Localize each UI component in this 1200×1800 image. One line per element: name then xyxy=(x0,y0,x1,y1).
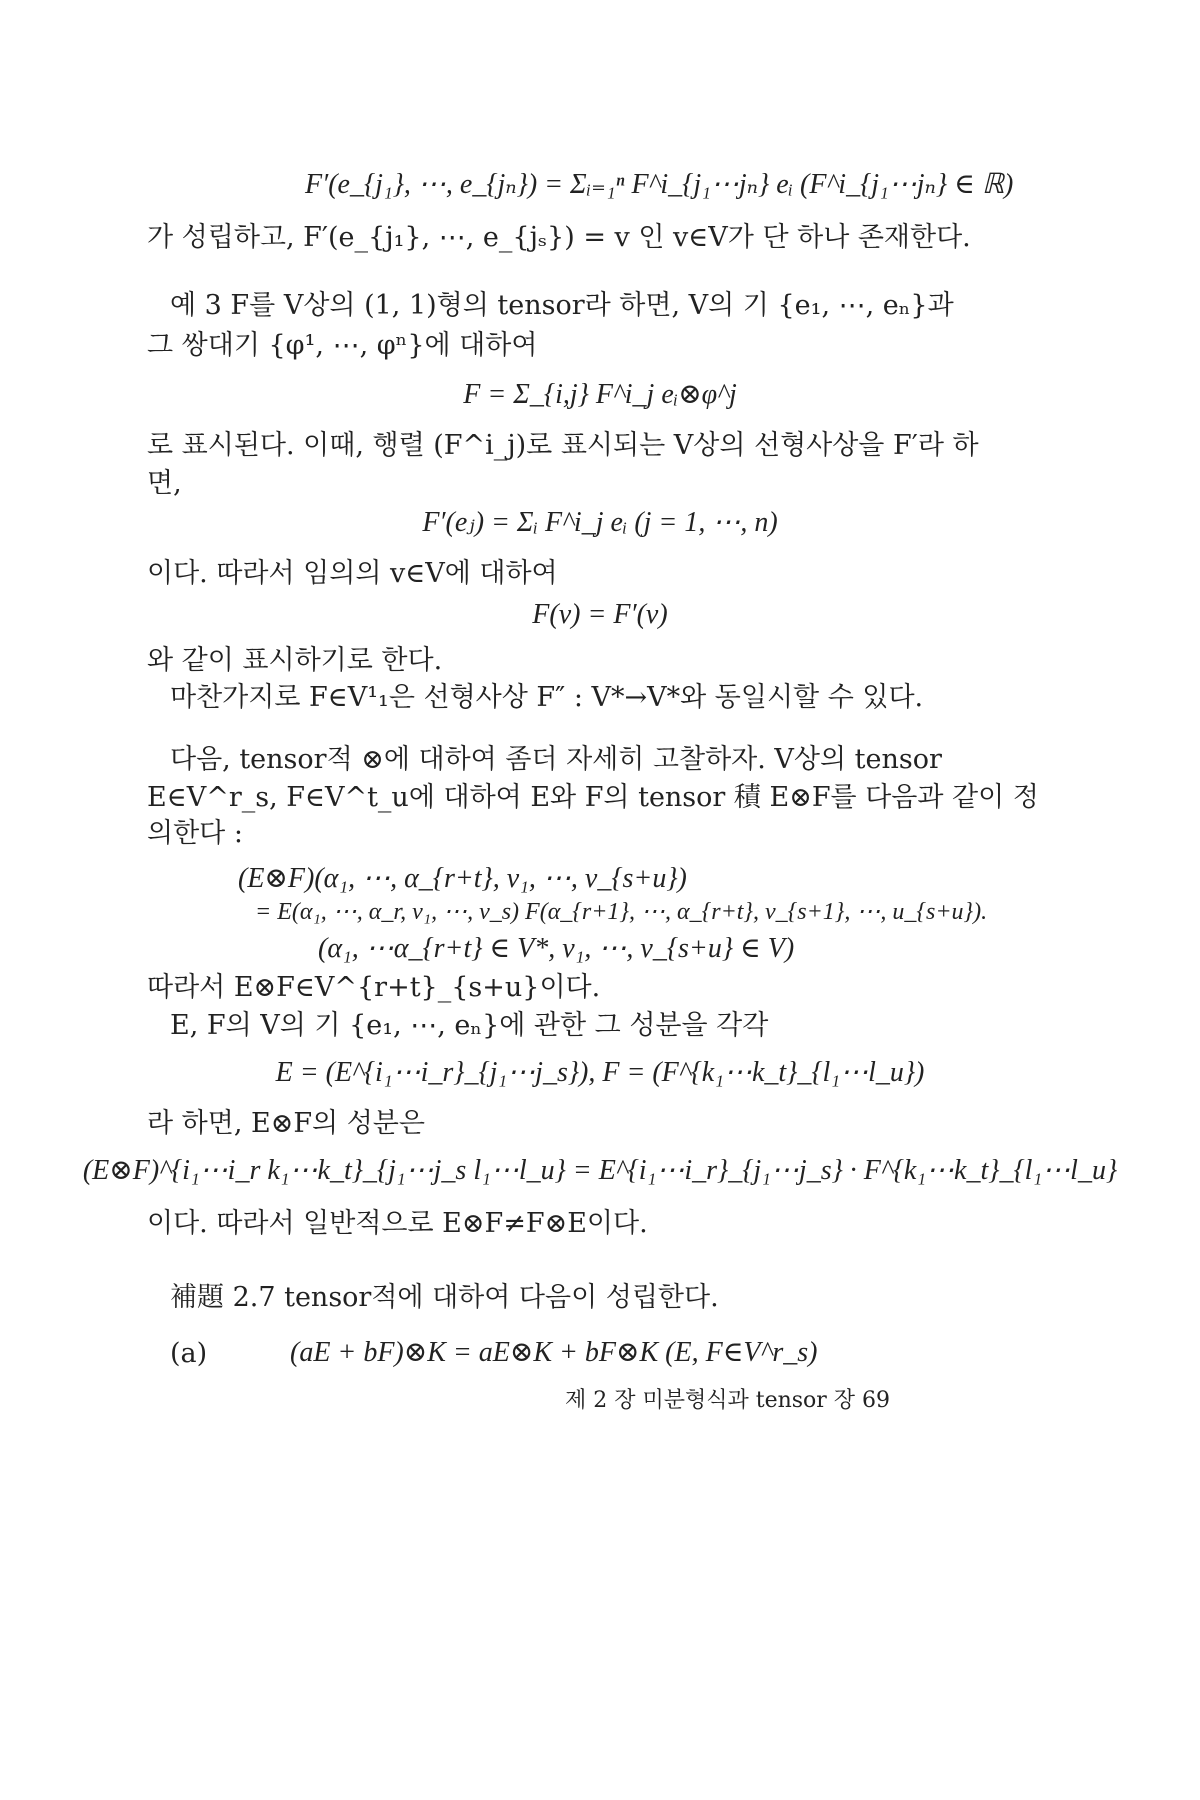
equation-f-prime-components: F′(e_{j₁}, ⋯, e_{jₙ}) = Σᵢ₌₁ⁿ F^i_{j₁⋯jₙ} eᵢ (F^i_{j₁⋯jₙ} ∈ ℝ) xyxy=(305,169,1014,200)
text-line: 라 하면, E⊗F의 성분은 xyxy=(147,1108,425,1139)
equation-tensor-product-domain: (α₁, ⋯α_{r+t} ∈ V*, v₁, ⋯, v_{s+u} ∈ V) xyxy=(318,933,795,964)
equation-tensor-product-components: (E⊗F)^{i₁⋯i_r k₁⋯k_t}_{j₁⋯j_s l₁⋯l_u} = E^{i₁⋯i_r}_{j₁⋯j_s} · F^{k₁⋯k_t}_{l₁⋯l_u} xyxy=(82,1155,1118,1186)
text-line: 의한다 : xyxy=(147,818,243,849)
text-line: E∈V^r_s, F∈V^t_u에 대하여 E와 F의 tensor 積 E⊗F를 다음과 같이 정 xyxy=(147,782,1039,813)
example-3-heading: 예 3 F를 V상의 (1, 1)형의 tensor라 하면, V의 기 {e₁, ⋯, eₙ}과 xyxy=(170,290,954,321)
equation-components-ef: E = (E^{i₁⋯i_r}_{j₁⋯j_s}), F = (F^{k₁⋯k_t}_{l₁⋯l_u}) xyxy=(275,1057,925,1088)
equation-tensor-product-def-rhs: = E(α₁, ⋯, α_r, v₁, ⋯, v_s) F(α_{r+1}, ⋯, α_{r+t}, v_{s+1}, ⋯, u_{s+u}). xyxy=(255,899,988,925)
text-line: 이다. 따라서 임의의 v∈V에 대하여 xyxy=(147,558,558,589)
text-line: 와 같이 표시하기로 한다. xyxy=(147,645,443,676)
equation-f-equals-f-prime: F(v) = F′(v) xyxy=(532,599,668,630)
equation-f-prime-basis: F′(eⱼ) = Σᵢ F^i_j eᵢ (j = 1, ⋯, n) xyxy=(422,507,778,538)
lemma-2-7-heading: 補題 2.7 tensor적에 대하여 다음이 성립한다. xyxy=(170,1282,719,1313)
text-line: E, F의 V의 기 {e₁, ⋯, eₙ}에 관한 그 성분을 각각 xyxy=(170,1010,769,1041)
page-footer: 제 2 장 미분형식과 tensor 장 69 xyxy=(565,1388,891,1413)
text-line: 마찬가지로 F∈V¹₁은 선형사상 F″ : V*→V*와 동일시할 수 있다. xyxy=(170,682,924,713)
equation-bilinearity: (aE + bF)⊗K = aE⊗K + bF⊗K (E, F∈V^r_s) xyxy=(290,1337,818,1368)
text-line: 면, xyxy=(147,468,182,499)
item-a-label: (a) xyxy=(170,1338,208,1369)
text-line: 그 쌍대기 {φ¹, ⋯, φⁿ}에 대하여 xyxy=(147,330,538,361)
equation-tensor-product-def: (E⊗F)(α₁, ⋯, α_{r+t}, v₁, ⋯, v_{s+u}) xyxy=(238,863,687,894)
text-line: 로 표시된다. 이때, 행렬 (F^i_j)로 표시되는 V상의 선형사상을 F′라 하 xyxy=(147,430,979,461)
paragraph-line: 다음, tensor적 ⊗에 대하여 좀더 자세히 고찰하자. V상의 tensor xyxy=(170,744,942,775)
equation-f-tensor-sum: F = Σ_{i,j} F^i_j eᵢ⊗φ^j xyxy=(463,379,737,410)
text-line: 가 성립하고, F′(e_{j₁}, ⋯, e_{jₛ}) = v 인 v∈V가 단 하나 존재한다. xyxy=(147,222,971,253)
text-line: 이다. 따라서 일반적으로 E⊗F≠F⊗E이다. xyxy=(147,1208,648,1239)
text-line: 따라서 E⊗F∈V^{r+t}_{s+u}이다. xyxy=(147,972,601,1003)
